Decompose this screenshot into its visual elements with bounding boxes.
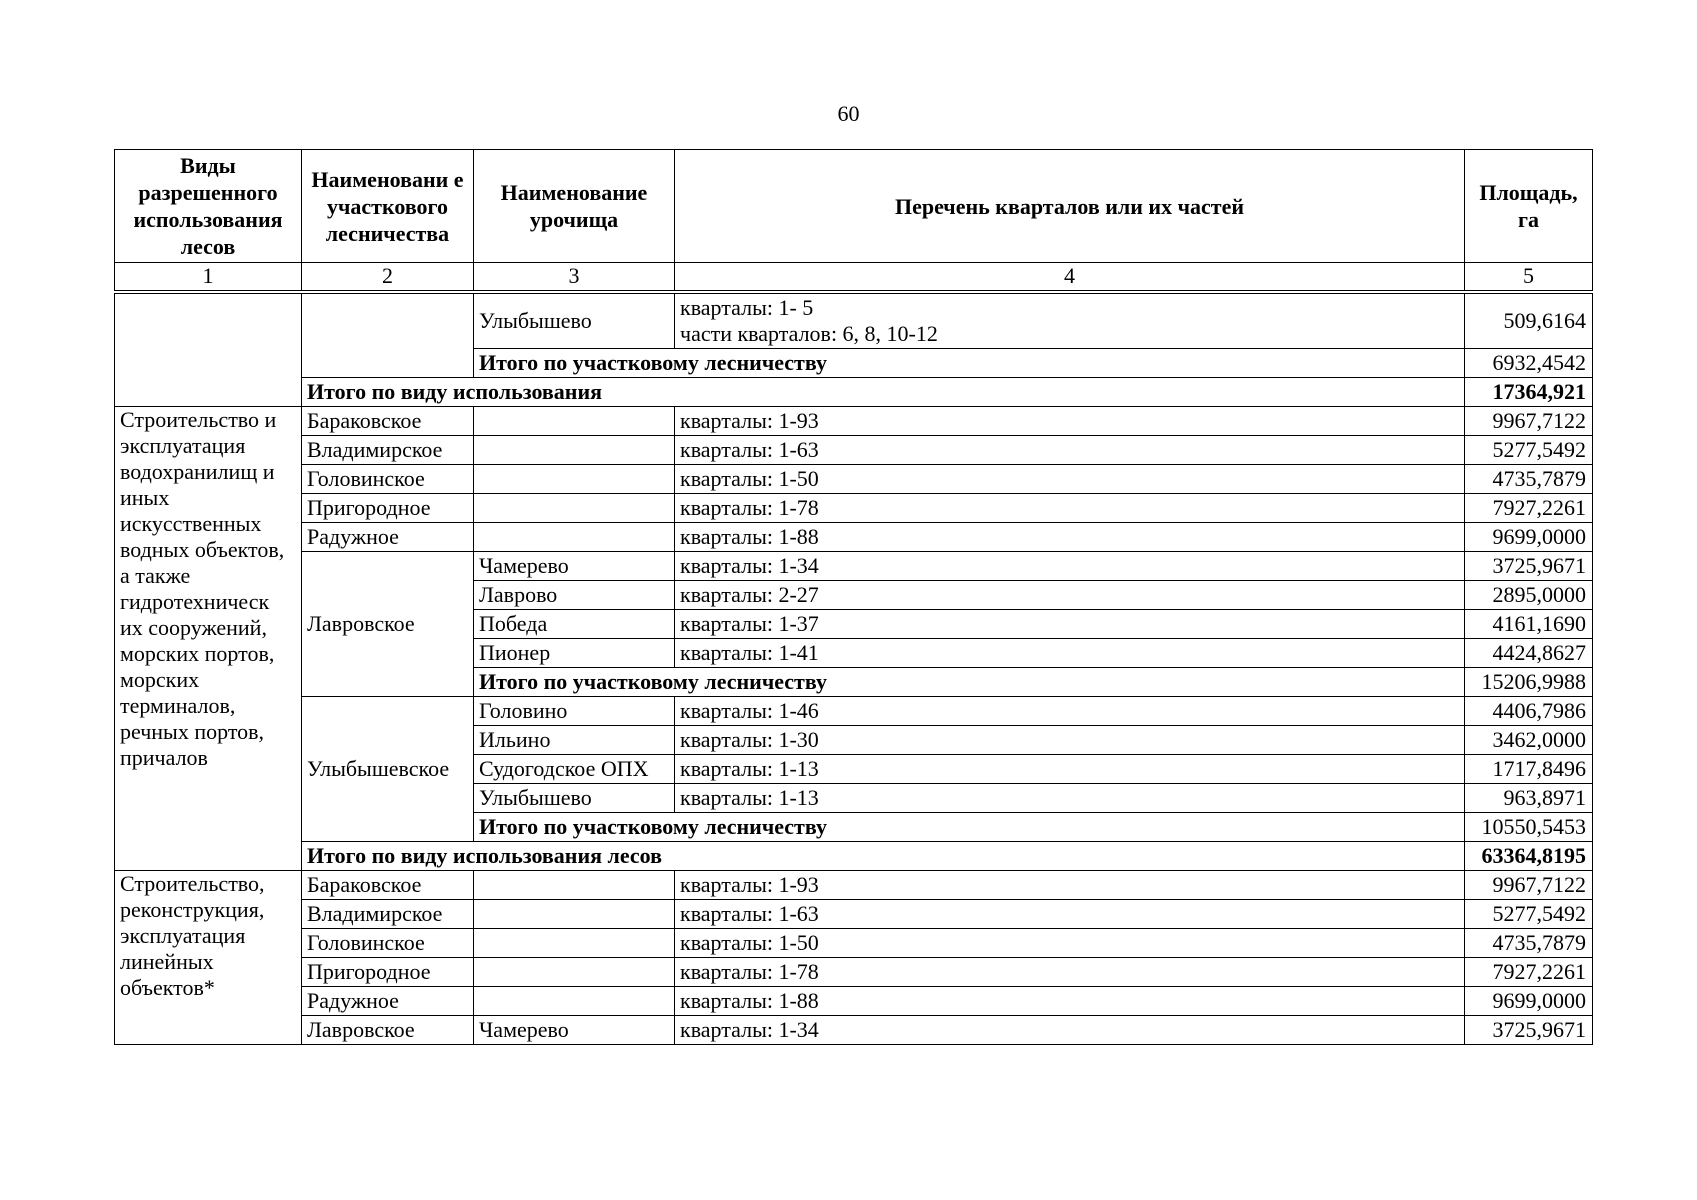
forestry-cell: Пригородное bbox=[302, 494, 474, 523]
quarters-cell: кварталы: 2-27 bbox=[675, 581, 1465, 610]
column-number: 1 bbox=[115, 263, 302, 292]
forestry-cell: Владимирское bbox=[302, 436, 474, 465]
area-cell: 509,6164 bbox=[1465, 292, 1593, 349]
use-type-cell-empty bbox=[115, 292, 302, 407]
column-number: 3 bbox=[474, 263, 675, 292]
total-label: Итого по виду использования bbox=[302, 378, 1465, 407]
tract-cell-empty bbox=[474, 494, 675, 523]
tract-cell: Чамерево bbox=[474, 552, 675, 581]
subtotal-label: Итого по участковому лесничеству bbox=[474, 349, 1465, 378]
forestry-cell: Владимирское bbox=[302, 900, 474, 929]
column-number: 5 bbox=[1465, 263, 1593, 292]
area-cell: 1717,8496 bbox=[1465, 755, 1593, 784]
area-cell: 4424,8627 bbox=[1465, 639, 1593, 668]
tract-cell: Победа bbox=[474, 610, 675, 639]
quarters-line: кварталы: 1- 5 bbox=[680, 294, 814, 320]
tract-cell-empty bbox=[474, 987, 675, 1016]
page-number: 60 bbox=[837, 101, 860, 126]
total-area: 17364,921 bbox=[1465, 378, 1593, 407]
quarters-cell: кварталы: 1-13 bbox=[675, 755, 1465, 784]
header-use-type: Виды разрешенного использования лесов bbox=[115, 150, 302, 263]
quarters-cell: кварталы: 1-63 bbox=[675, 436, 1465, 465]
table-row bbox=[115, 900, 1593, 929]
forestry-cell: Радужное bbox=[302, 523, 474, 552]
table-row bbox=[115, 871, 1593, 900]
quarters-cell: кварталы: 1-37 bbox=[675, 610, 1465, 639]
column-number: 2 bbox=[302, 263, 474, 292]
total-label: Итого по виду использования лесов bbox=[302, 842, 1465, 871]
tract-cell-empty bbox=[474, 929, 675, 958]
table-row bbox=[115, 292, 1593, 349]
area-cell: 9699,0000 bbox=[1465, 523, 1593, 552]
area-cell: 7927,2261 bbox=[1465, 494, 1593, 523]
subtotal-area: 6932,4542 bbox=[1465, 349, 1593, 378]
area-cell: 4161,1690 bbox=[1465, 610, 1593, 639]
forestry-cell: Головинское bbox=[302, 465, 474, 494]
forestry-cell: Радужное bbox=[302, 987, 474, 1016]
area-cell: 4735,7879 bbox=[1465, 465, 1593, 494]
area-cell: 3725,9671 bbox=[1465, 1016, 1593, 1045]
header-forestry: Наименовани е участкового лесничества bbox=[302, 150, 474, 263]
tract-cell: Головино bbox=[474, 697, 675, 726]
total-row bbox=[115, 378, 1593, 407]
tract-cell: Лаврово bbox=[474, 581, 675, 610]
subtotal-area: 10550,5453 bbox=[1465, 813, 1593, 842]
area-cell: 963,8971 bbox=[1465, 784, 1593, 813]
quarters-line: части кварталов: 6, 8, 10-12 bbox=[680, 320, 938, 346]
area-cell: 2895,0000 bbox=[1465, 581, 1593, 610]
subtotal-label: Итого по участковому лесничеству bbox=[474, 668, 1465, 697]
quarters-cell: кварталы: 1-46 bbox=[675, 697, 1465, 726]
quarters-cell: кварталы: 1-88 bbox=[675, 987, 1465, 1016]
table-row bbox=[115, 958, 1593, 987]
tract-cell-empty bbox=[474, 523, 675, 552]
header-quarters: Перечень кварталов или их частей bbox=[675, 150, 1465, 263]
area-cell: 4406,7986 bbox=[1465, 697, 1593, 726]
area-cell: 9699,0000 bbox=[1465, 987, 1593, 1016]
subtotal-label: Итого по участковому лесничеству bbox=[474, 813, 1465, 842]
quarters-cell: кварталы: 1-78 bbox=[675, 958, 1465, 987]
subtotal-area: 15206,9988 bbox=[1465, 668, 1593, 697]
area-cell: 7927,2261 bbox=[1465, 958, 1593, 987]
column-number-row bbox=[115, 263, 1593, 292]
forestry-cell: Лавровское bbox=[302, 1016, 474, 1045]
table-row bbox=[115, 987, 1593, 1016]
quarters-cell bbox=[675, 292, 1465, 349]
table-row bbox=[115, 552, 1593, 581]
header-row bbox=[115, 150, 1593, 263]
forestry-cell: Пригородное bbox=[302, 958, 474, 987]
use-type-cell: Строительство, реконструкция, эксплуатация линейных объектов* bbox=[115, 871, 302, 1045]
tract-cell: Улыбышево bbox=[474, 292, 675, 349]
forest-use-table bbox=[114, 149, 1593, 1045]
forestry-cell-empty bbox=[302, 292, 474, 378]
tract-cell: Улыбышево bbox=[474, 784, 675, 813]
table-row bbox=[115, 929, 1593, 958]
table-row bbox=[115, 1016, 1593, 1045]
table-row bbox=[115, 465, 1593, 494]
tract-cell-empty bbox=[474, 958, 675, 987]
quarters-cell: кварталы: 1-63 bbox=[675, 900, 1465, 929]
forestry-cell: Улыбышевское bbox=[302, 697, 474, 842]
header-tract: Наименование урочища bbox=[474, 150, 675, 263]
tract-cell-empty bbox=[474, 871, 675, 900]
area-cell: 3462,0000 bbox=[1465, 726, 1593, 755]
table-row bbox=[115, 407, 1593, 436]
tract-cell: Ильино bbox=[474, 726, 675, 755]
area-cell: 3725,9671 bbox=[1465, 552, 1593, 581]
forestry-cell: Бараковское bbox=[302, 871, 474, 900]
forestry-cell: Лавровское bbox=[302, 552, 474, 697]
quarters-cell: кварталы: 1-88 bbox=[675, 523, 1465, 552]
quarters-cell: кварталы: 1-13 bbox=[675, 784, 1465, 813]
tract-cell: Чамерево bbox=[474, 1016, 675, 1045]
quarters-cell: кварталы: 1-93 bbox=[675, 871, 1465, 900]
quarters-cell: кварталы: 1-30 bbox=[675, 726, 1465, 755]
table-row bbox=[115, 494, 1593, 523]
tract-cell-empty bbox=[474, 407, 675, 436]
table-row bbox=[115, 697, 1593, 726]
use-type-cell: Строительство и эксплуатация водохранилищ и иных искусственных водных объектов, а также гидротехническ их сооружений, морских портов, морских терминалов, речных портов, причалов bbox=[115, 407, 302, 871]
quarters-cell: кварталы: 1-50 bbox=[675, 465, 1465, 494]
total-area: 63364,8195 bbox=[1465, 842, 1593, 871]
tract-cell-empty bbox=[474, 436, 675, 465]
quarters-cell: кварталы: 1-50 bbox=[675, 929, 1465, 958]
area-cell: 5277,5492 bbox=[1465, 436, 1593, 465]
quarters-cell: кварталы: 1-78 bbox=[675, 494, 1465, 523]
area-cell: 5277,5492 bbox=[1465, 900, 1593, 929]
total-row bbox=[115, 842, 1593, 871]
forestry-cell: Бараковское bbox=[302, 407, 474, 436]
table-row bbox=[115, 436, 1593, 465]
tract-cell-empty bbox=[474, 900, 675, 929]
column-number: 4 bbox=[675, 263, 1465, 292]
forestry-cell: Головинское bbox=[302, 929, 474, 958]
quarters-cell: кварталы: 1-93 bbox=[675, 407, 1465, 436]
quarters-cell: кварталы: 1-34 bbox=[675, 1016, 1465, 1045]
quarters-cell: кварталы: 1-34 bbox=[675, 552, 1465, 581]
area-cell: 4735,7879 bbox=[1465, 929, 1593, 958]
table-row bbox=[115, 523, 1593, 552]
tract-cell: Судогодское ОПХ bbox=[474, 755, 675, 784]
tract-cell: Пионер bbox=[474, 639, 675, 668]
area-cell: 9967,7122 bbox=[1465, 407, 1593, 436]
tract-cell-empty bbox=[474, 465, 675, 494]
area-cell: 9967,7122 bbox=[1465, 871, 1593, 900]
quarters-cell: кварталы: 1-41 bbox=[675, 639, 1465, 668]
header-area: Площадь, га bbox=[1465, 150, 1593, 263]
